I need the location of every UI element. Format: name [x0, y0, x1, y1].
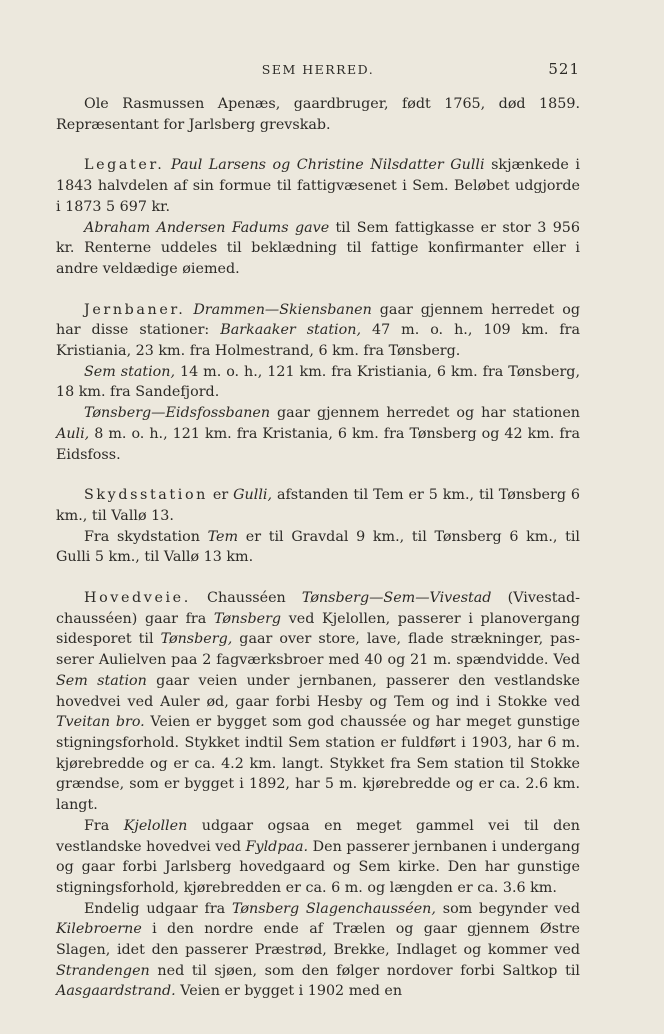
italic-text: Gulli,: [233, 487, 273, 504]
page-body: [56, 94, 580, 1002]
text-run: ned til sjøen, som den følger nordover forbi Saltkop til: [149, 962, 580, 979]
text-run: gaar veien under jernbanen, passerer den vestlandske hovedvei ved Auler ød, gaar forbi Hesby og Tem og ind i Stokke ved: [56, 672, 580, 710]
italic-text: Tønsberg—Sem—Vivestad: [301, 590, 492, 607]
text-run: gaar over store, lave, flade strækninger, passerer Aulielven paa 2 fagværksbroer med 40 og 21 m. spændvidde. Ved: [56, 631, 580, 669]
text-run: Endelig udgaar fra: [84, 900, 232, 917]
text-run: gaar gjennem herredet og har disse stationer:: [56, 301, 580, 339]
section-heading: Jernbaner.: [84, 301, 186, 318]
italic-text: Sem station,: [84, 363, 176, 380]
paragraph-p8: [56, 527, 580, 568]
italic-text: Kjelollen: [123, 817, 188, 834]
paragraph-p6: [56, 403, 580, 465]
italic-text: Tønsberg—Eidsfossbanen: [84, 405, 271, 422]
section-heading: Hovedveie.: [84, 590, 191, 607]
italic-text: Strandengen: [56, 962, 150, 979]
text-run: Ole Rasmussen Apenæs, gaardbruger, født 1765, død 1859. Repræsentant for Jarlsberg grevskab.: [56, 96, 580, 133]
text-run: 8 m. o. h., 121 km. fra Kristania, 6 km. fra Tønsberg og 42 km. fra Eidsfoss.: [56, 425, 580, 463]
paragraph-p1: [56, 94, 580, 135]
page-header: [56, 60, 580, 84]
text-run: Den passerer jernbanen i undergang og gaar forbi Jarlsberg hovedgaard og Sem kirke. Den har gunstige stigningsforhold, kjørebredden er ca. 6 m. og længden er ca. 3.6 km.: [56, 838, 580, 896]
italic-text: Sem station: [56, 672, 147, 689]
italic-text: Auli,: [56, 425, 90, 442]
paragraph-p4: [56, 300, 580, 362]
italic-text: Paul Larsens og Christine Nilsdatter Gulli: [170, 157, 485, 174]
paragraph-p9: [56, 588, 580, 816]
text-run: som begynder ved: [435, 900, 581, 917]
section-heading: Legater.: [84, 157, 165, 174]
text-run: Fra: [84, 817, 124, 834]
text-run: 47 m. o. h., 109 km. fra Kristiania, 23 km. fra Holmestrand, 6 km. fra Tønsberg.: [56, 322, 580, 360]
paragraph-p3: [56, 218, 580, 280]
paragraph-p7: [56, 485, 580, 526]
text-run: Veien er bygget som god chaussée og har meget gunstige stigningsforhold. Stykket indtil Sem station er fuldført i 1903, har 6 m. kjørebredde og er ca. 4.2 km. langt. Stykket fra Sem station til Stokke grændse, som er bygget i 1892, har 5 m. kjørebredde og er ca. 2.6 km. langt.: [56, 714, 580, 814]
paragraph-p10: [56, 816, 580, 899]
italic-text: Aasgaardstrand.: [56, 983, 176, 1000]
italic-text: Barkaaker station,: [220, 322, 361, 339]
italic-text: Abraham Andersen Fadums gave: [84, 219, 330, 236]
italic-text: Drammen—Skiensbanen: [193, 301, 372, 318]
italic-text: Tønsberg: [213, 610, 282, 627]
text-run: er: [207, 487, 234, 504]
text-run: skjænkede i 1843 halvdelen af sin formue til fattigvæsenet i Sem. Beløbet udgjorde i 1873 5 697 kr.: [56, 157, 580, 215]
text-run: ved Kjelollen, passerer i planovergang sidesporet til: [56, 610, 580, 648]
italic-text: Tveitan bro.: [56, 714, 145, 731]
paragraph-p2: [56, 155, 580, 217]
italic-text: Tønsberg,: [160, 631, 233, 648]
paragraph-p5: [56, 362, 580, 403]
italic-text: Kilebroerne: [56, 921, 142, 938]
text-run: afstanden til Tem er 5 km., til Tønsberg 6 km., til Vallø 13.: [56, 487, 580, 524]
running-title: SEM HERRED.: [261, 62, 375, 77]
text-run: er til Gravdal 9 km., til Tønsberg 6 km., til Gulli 5 km., til Vallø 13 km.: [56, 528, 580, 566]
italic-text: Tem: [207, 528, 239, 545]
italic-text: Fyldpaa.: [245, 838, 309, 855]
text-run: (Vivestadchausséen) gaar fra: [56, 590, 580, 627]
section-heading: Skydsstation: [84, 487, 208, 504]
italic-text: Tønsberg Slagenchausséen,: [231, 900, 436, 917]
paragraph-p11: [56, 899, 580, 1003]
text-run: udgaar ogsaa en meget gammel vei til den vestlandske hovedvei ved: [56, 817, 580, 855]
text-run: Veien er bygget i 1902 med en: [175, 983, 403, 1000]
text-run: gaar gjennem herredet og har stationen: [270, 405, 580, 422]
text-run: 14 m. o. h., 121 km. fra Kristiania, 6 km. fra Tønsberg, 18 km. fra Sandefjord.: [56, 363, 580, 401]
page-number: 521: [548, 60, 580, 78]
text-run: til Sem fattigkasse er stor 3 956 kr. Renterne uddeles til beklædning til fattige konfirmanter eller i andre veldædige øiemed.: [56, 219, 580, 277]
text-run: Chausséen: [190, 590, 302, 607]
text-run: i den nordre ende af Trælen og gaar gjennem Østre Slagen, idet den passerer Præstrød, Brekke, Indlaget og kommer ved: [56, 921, 580, 959]
text-run: Fra skydstation: [84, 528, 208, 545]
